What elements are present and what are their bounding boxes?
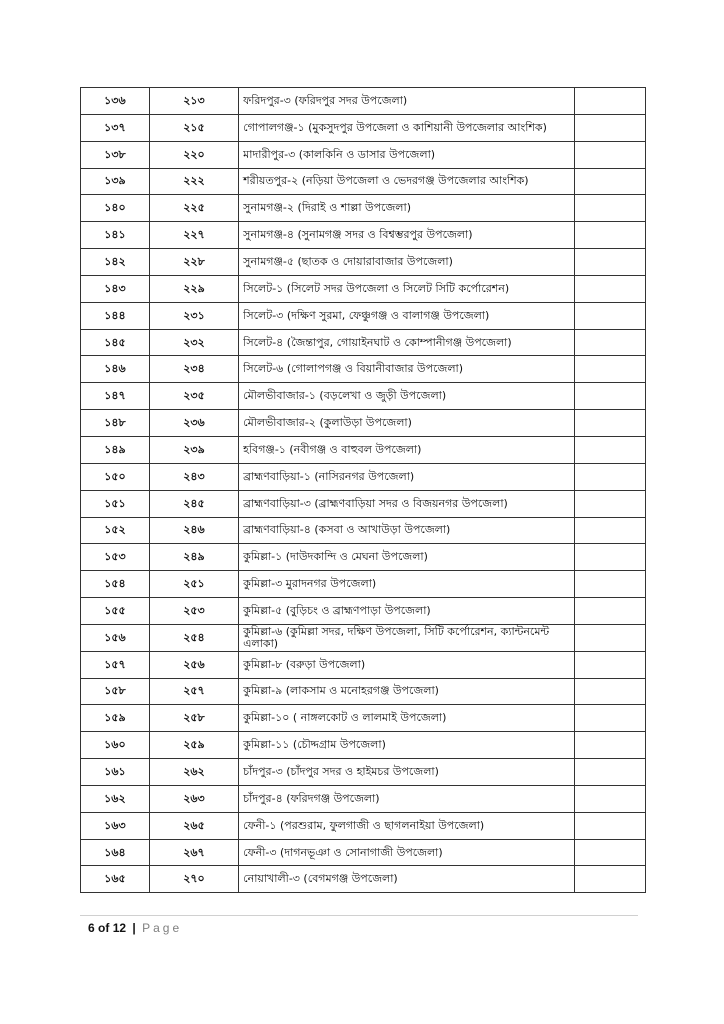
- remarks-cell: [575, 624, 646, 651]
- table-row: [81, 544, 646, 571]
- page-total: 12: [112, 921, 127, 935]
- serial-number-cell: ১৫২: [81, 517, 150, 544]
- remarks-cell: [575, 249, 646, 276]
- table-row: [81, 463, 646, 490]
- table-row: [81, 624, 646, 651]
- table-row: [81, 168, 646, 195]
- serial-number-cell: ১৫৬: [81, 624, 150, 651]
- constituency-name-cell: ফেনী-১ (পরশুরাম, ফুলগাজী ও ছাগলনাইয়া উপজেলা): [239, 812, 575, 839]
- remarks-cell: [575, 517, 646, 544]
- constituency-name-cell: শরীয়তপুর-২ (নড়িয়া উপজেলা ও ভেদরগঞ্জ উপজেলার আংশিক): [239, 168, 575, 195]
- table-row: [81, 785, 646, 812]
- table-row: [81, 866, 646, 893]
- constituency-name-cell: ব্রাহ্মণবাড়িয়া-৩ (ব্রাহ্মণবাড়িয়া সদর ও বিজয়নগর উপজেলা): [239, 490, 575, 517]
- constituency-name-cell: গোপালগঞ্জ-১ (মুকসুদপুর উপজেলা ও কাশিয়ানী উপজেলার আংশিক): [239, 114, 575, 141]
- remarks-cell: [575, 195, 646, 222]
- seat-number-cell: ২৫৯: [149, 732, 238, 759]
- remarks-cell: [575, 356, 646, 383]
- remarks-cell: [575, 141, 646, 168]
- footer-divider: [80, 915, 638, 916]
- table-row: [81, 759, 646, 786]
- seat-number-cell: ২৩৪: [149, 356, 238, 383]
- remarks-cell: [575, 839, 646, 866]
- seat-number-cell: ২৬২: [149, 759, 238, 786]
- seat-number-cell: ২৩৬: [149, 410, 238, 437]
- seat-number-cell: ২৪৩: [149, 463, 238, 490]
- seat-number-cell: ২৪৯: [149, 544, 238, 571]
- serial-number-cell: ১৫৫: [81, 598, 150, 625]
- remarks-cell: [575, 651, 646, 678]
- table-row: [81, 839, 646, 866]
- seat-number-cell: ২৫৮: [149, 705, 238, 732]
- table-row: [81, 249, 646, 276]
- remarks-cell: [575, 705, 646, 732]
- table-row: [81, 410, 646, 437]
- table-row: [81, 490, 646, 517]
- seat-number-cell: ২২৫: [149, 195, 238, 222]
- seat-number-cell: ২৬৭: [149, 839, 238, 866]
- seat-number-cell: ২১৩: [149, 88, 238, 115]
- serial-number-cell: ১৫৪: [81, 571, 150, 598]
- constituency-name-cell: সিলেট-১ (সিলেট সদর উপজেলা ও সিলেট সিটি কর্পোরেশন): [239, 275, 575, 302]
- remarks-cell: [575, 114, 646, 141]
- table-row: [81, 383, 646, 410]
- serial-number-cell: ১৪৪: [81, 302, 150, 329]
- serial-number-cell: ১৪২: [81, 249, 150, 276]
- seat-number-cell: ২৪৫: [149, 490, 238, 517]
- constituency-name-cell: সুনামগঞ্জ-৫ (ছাতক ও দোয়ারাবাজার উপজেলা): [239, 249, 575, 276]
- table-row: [81, 329, 646, 356]
- remarks-cell: [575, 222, 646, 249]
- serial-number-cell: ১৬৫: [81, 866, 150, 893]
- constituency-name-cell: মৌলভীবাজার-১ (বড়লেখা ও জুড়ী উপজেলা): [239, 383, 575, 410]
- seat-number-cell: ২৭০: [149, 866, 238, 893]
- serial-number-cell: ১৬৩: [81, 812, 150, 839]
- seat-number-cell: ২৩১: [149, 302, 238, 329]
- serial-number-cell: ১৪৯: [81, 436, 150, 463]
- seat-number-cell: ২২৭: [149, 222, 238, 249]
- serial-number-cell: ১৩৮: [81, 141, 150, 168]
- serial-number-cell: ১৬০: [81, 732, 150, 759]
- constituency-name-cell: কুমিল্লা-৬ (কুমিল্লা সদর, দক্ষিণ উপজেলা, সিটি কর্পোরেশন, ক্যান্টনমেন্ট এলাকা): [239, 624, 575, 651]
- remarks-cell: [575, 866, 646, 893]
- remarks-cell: [575, 410, 646, 437]
- constituency-name-cell: কুমিল্লা-১ (দাউদকান্দি ও মেঘনা উপজেলা): [239, 544, 575, 571]
- seat-number-cell: ২৪৬: [149, 517, 238, 544]
- constituency-name-cell: চাঁদপুর-৩ (চাঁদপুর সদর ও হাইমচর উপজেলা): [239, 759, 575, 786]
- constituency-name-cell: কুমিল্লা-৮ (বরুড়া উপজেলা): [239, 651, 575, 678]
- constituency-name-cell: চাঁদপুর-৪ (ফরিদগঞ্জ উপজেলা): [239, 785, 575, 812]
- constituency-name-cell: মৌলভীবাজার-২ (কুলাউড়া উপজেলা): [239, 410, 575, 437]
- seat-number-cell: ২৫৩: [149, 598, 238, 625]
- table-row: [81, 517, 646, 544]
- serial-number-cell: ১৫৯: [81, 705, 150, 732]
- remarks-cell: [575, 463, 646, 490]
- remarks-cell: [575, 302, 646, 329]
- constituency-name-cell: ব্রাহ্মণবাড়িয়া-৪ (কসবা ও আখাউড়া উপজেলা): [239, 517, 575, 544]
- remarks-cell: [575, 759, 646, 786]
- constituency-name-cell: মাদারীপুর-৩ (কালকিনি ও ডাসার উপজেলা): [239, 141, 575, 168]
- constituency-name-cell: সিলেট-৬ (গোলাপগঞ্জ ও বিয়ানীবাজার উপজেলা): [239, 356, 575, 383]
- seat-number-cell: ২২২: [149, 168, 238, 195]
- table-row: [81, 812, 646, 839]
- table-row: [81, 275, 646, 302]
- seat-number-cell: ২৫১: [149, 571, 238, 598]
- seat-number-cell: ২৬৫: [149, 812, 238, 839]
- seat-number-cell: ২২৯: [149, 275, 238, 302]
- serial-number-cell: ১৬২: [81, 785, 150, 812]
- table-row: [81, 571, 646, 598]
- serial-number-cell: ১৪৭: [81, 383, 150, 410]
- remarks-cell: [575, 598, 646, 625]
- table-row: [81, 222, 646, 249]
- constituency-name-cell: কুমিল্লা-১০ ( নাঙ্গলকোট ও লালমাই উপজেলা): [239, 705, 575, 732]
- table-row: [81, 195, 646, 222]
- page-label: Page: [142, 921, 183, 935]
- remarks-cell: [575, 275, 646, 302]
- serial-number-cell: ১৩৬: [81, 88, 150, 115]
- table-row: [81, 141, 646, 168]
- serial-number-cell: ১৫৭: [81, 651, 150, 678]
- seat-number-cell: ২৩২: [149, 329, 238, 356]
- page-of-label: of: [98, 921, 110, 935]
- seat-number-cell: ২৫৭: [149, 678, 238, 705]
- serial-number-cell: ১৪৮: [81, 410, 150, 437]
- table-row: [81, 598, 646, 625]
- constituency-name-cell: ফেনী-৩ (দাগনভূঞা ও সোনাগাজী উপজেলা): [239, 839, 575, 866]
- seat-number-cell: ২২০: [149, 141, 238, 168]
- constituency-name-cell: সিলেট-৩ (দক্ষিণ সুরমা, ফেঞ্চুগঞ্জ ও বালাগঞ্জ উপজেলা): [239, 302, 575, 329]
- constituency-name-cell: কুমিল্লা-৫ (বুড়িচং ও ব্রাহ্মণপাড়া উপজেলা): [239, 598, 575, 625]
- remarks-cell: [575, 678, 646, 705]
- remarks-cell: [575, 436, 646, 463]
- seat-number-cell: ২১৫: [149, 114, 238, 141]
- serial-number-cell: ১৪০: [81, 195, 150, 222]
- table-row: [81, 732, 646, 759]
- table-row: [81, 302, 646, 329]
- constituency-table-body: [81, 88, 646, 893]
- remarks-cell: [575, 383, 646, 410]
- remarks-cell: [575, 732, 646, 759]
- remarks-cell: [575, 88, 646, 115]
- serial-number-cell: ১৩৯: [81, 168, 150, 195]
- remarks-cell: [575, 785, 646, 812]
- constituency-name-cell: হবিগঞ্জ-১ (নবীগঞ্জ ও বাহুবল উপজেলা): [239, 436, 575, 463]
- seat-number-cell: ২২৮: [149, 249, 238, 276]
- table-row: [81, 88, 646, 115]
- constituency-name-cell: নোয়াখালী-৩ (বেগমগঞ্জ উপজেলা): [239, 866, 575, 893]
- seat-number-cell: ২৩৫: [149, 383, 238, 410]
- constituency-name-cell: সুনামগঞ্জ-২ (দিরাই ও শাল্লা উপজেলা): [239, 195, 575, 222]
- serial-number-cell: ১৫০: [81, 463, 150, 490]
- table-row: [81, 705, 646, 732]
- serial-number-cell: ১৬৪: [81, 839, 150, 866]
- serial-number-cell: ১৬১: [81, 759, 150, 786]
- serial-number-cell: ১৪১: [81, 222, 150, 249]
- table-row: [81, 356, 646, 383]
- remarks-cell: [575, 329, 646, 356]
- table-row: [81, 114, 646, 141]
- table-row: [81, 436, 646, 463]
- constituency-name-cell: ব্রাহ্মণবাড়িয়া-১ (নাসিরনগর উপজেলা): [239, 463, 575, 490]
- serial-number-cell: ১৪৫: [81, 329, 150, 356]
- footer-separator: |: [132, 921, 136, 935]
- page-footer: [88, 921, 182, 935]
- serial-number-cell: ১৪৬: [81, 356, 150, 383]
- serial-number-cell: ১৩৭: [81, 114, 150, 141]
- remarks-cell: [575, 571, 646, 598]
- serial-number-cell: ১৫৮: [81, 678, 150, 705]
- seat-number-cell: ২৬৩: [149, 785, 238, 812]
- constituency-name-cell: কুমিল্লা-৯ (লাকসাম ও মনোহরগঞ্জ উপজেলা): [239, 678, 575, 705]
- constituency-name-cell: ফরিদপুর-৩ (ফরিদপুর সদর উপজেলা): [239, 88, 575, 115]
- serial-number-cell: ১৪৩: [81, 275, 150, 302]
- serial-number-cell: ১৫৩: [81, 544, 150, 571]
- table-row: [81, 678, 646, 705]
- remarks-cell: [575, 168, 646, 195]
- constituency-name-cell: কুমিল্লা-৩ মুরাদনগর উপজেলা): [239, 571, 575, 598]
- serial-number-cell: ১৫১: [81, 490, 150, 517]
- constituency-name-cell: সুনামগঞ্জ-৪ (সুনামগঞ্জ সদর ও বিশ্বম্ভরপুর উপজেলা): [239, 222, 575, 249]
- table-row: [81, 651, 646, 678]
- constituency-table: [80, 87, 646, 893]
- page-number: 6: [88, 921, 95, 935]
- constituency-name-cell: কুমিল্লা-১১ (চৌদ্দগ্রাম উপজেলা): [239, 732, 575, 759]
- seat-number-cell: ২৩৯: [149, 436, 238, 463]
- seat-number-cell: ২৫৪: [149, 624, 238, 651]
- constituency-name-cell: সিলেট-৪ (জৈন্তাপুর, গোয়াইনঘাট ও কোম্পানীগঞ্জ উপজেলা): [239, 329, 575, 356]
- seat-number-cell: ২৫৬: [149, 651, 238, 678]
- remarks-cell: [575, 544, 646, 571]
- remarks-cell: [575, 490, 646, 517]
- remarks-cell: [575, 812, 646, 839]
